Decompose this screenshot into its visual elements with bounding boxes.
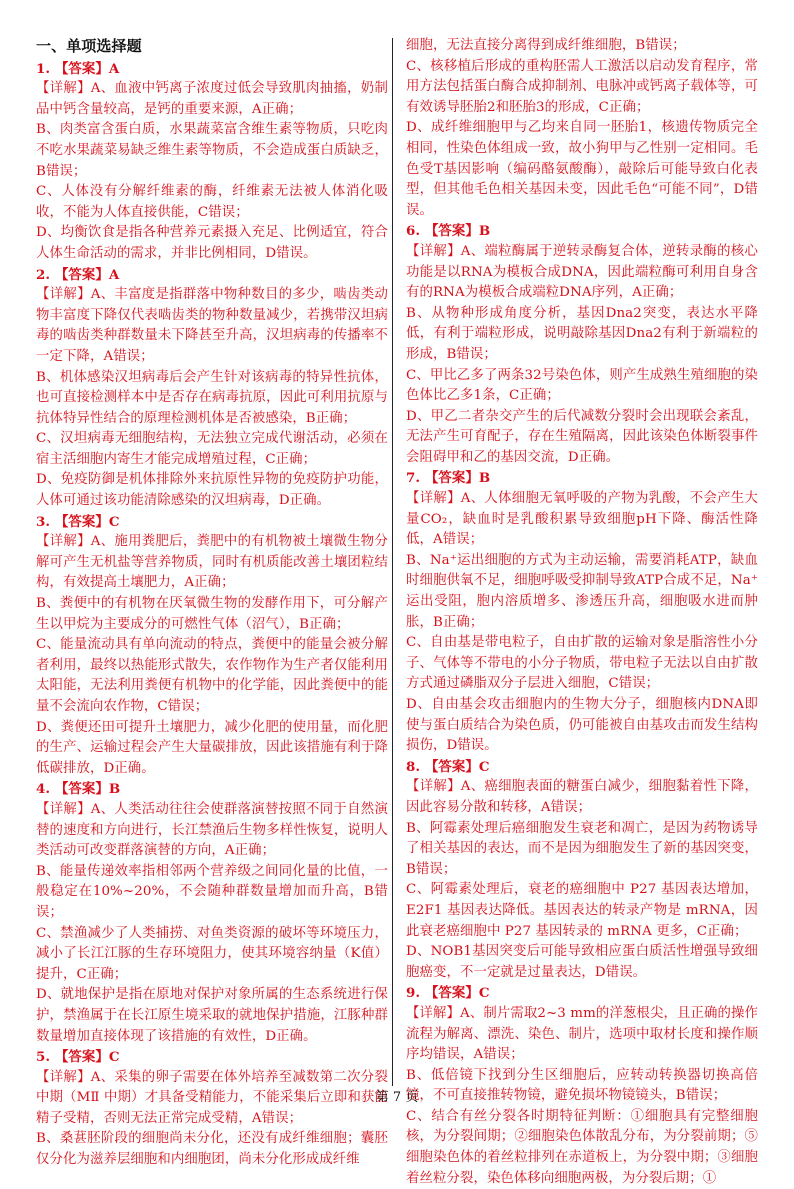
answer-heading: 3. 【答案】C	[36, 513, 120, 530]
explanation-paragraph: C、阿霉素处理后，衰老的癌细胞中 P27 基因表达增加，E2F1 基因表达降低。基因表达的转录产物是 mRNA，因此衰老癌细胞中 P27 基因转录的 mRNA 更多，C正确；	[406, 882, 758, 939]
answer-heading: 9. 【答案】C	[406, 985, 490, 1002]
explanation-paragraph: C、结合有丝分裂各时期特征判断：①细胞具有完整细胞核，为分裂间期；②细胞染色体散乱分布，为分裂前期；⑤细胞染色体的着丝粒排列在赤道板上，为分裂中期；③细胞着丝粒分裂，染色体移向细胞两极，为分裂后期；①	[406, 1108, 758, 1186]
answer-heading: 6. 【答案】B	[406, 223, 491, 240]
left-body	[36, 59, 388, 1171]
explanation-paragraph: C、汉坦病毒无细胞结构，无法独立完成代谢活动，必须在宿主活细胞内寄生才能完成增殖过程，C正确；	[36, 431, 388, 467]
explanation-paragraph: B、机体感染汉坦病毒后会产生针对该病毒的特异性抗体，也可直接检测样本中是否存在病毒抗原，因此可利用抗原与抗体特异性结合的原理检测机体是否被感染，B正确；	[36, 369, 388, 426]
answer-heading: 2. 【答案】A	[36, 266, 120, 283]
explanation-paragraph: 细胞，无法直接分离得到成纤维细胞，B错误；	[406, 38, 686, 53]
explanation-paragraph: B、桑葚胚阶段的细胞尚未分化，还没有成纤维细胞；囊胚仅分化为滋养层细胞和内细胞团，尚未分化形成成纤维	[36, 1131, 388, 1168]
explanation-paragraph: D、成纤维细胞甲与乙均来自同一胚胎1，核遗传物质完全相同，性染色体组成一致，故小狗甲与乙性别一定相同。毛色受T基因影响（编码酪氨酸酶），敲除后可能导致白化表型，但其他毛色相关基因未变，因此毛色“可能不同”，D错误。	[406, 120, 758, 218]
left-column	[36, 36, 388, 1171]
answer-heading: 8. 【答案】C	[406, 758, 490, 775]
explanation-paragraph: B、肉类富含蛋白质，水果蔬菜富含维生素等物质，只吃肉不吃水果蔬菜易缺乏维生素等物质，不会造成蛋白质缺乏，B错误；	[36, 122, 388, 179]
section-title: 一、单项选择题	[36, 37, 142, 55]
explanation-paragraph: 【详解】A、人类活动往往会使群落演替按照不同于自然演替的速度和方向进行，长江禁渔后生物多样性恢复，说明人类活动可改变群落演替的方向，A正确；	[36, 801, 388, 859]
explanation-paragraph: B、低倍镜下找到分生区细胞后，应转动转换器切换高倍镜，不可直接推转物镜，避免损坏物镜镜头，B错误；	[406, 1067, 758, 1104]
explanation-paragraph: B、Na⁺运出细胞的方式为主动运输，需要消耗ATP，缺血时细胞供氧不足，细胞呼吸受抑制导致ATP合成不足，Na⁺运出受阻，胞内溶质增多、渗透压升高，细胞吸水进而肿胀，B正确；	[406, 552, 758, 630]
explanation-paragraph: D、NOB1基因突变后可能导致相应蛋白质活性增强导致细胞癌变，不一定就是过量表达，D错误。	[406, 944, 758, 980]
explanation-paragraph: D、就地保护是指在原地对保护对象所属的生态系统进行保护，禁渔属于在长江原生境采取的就地保护措施，江豚种群数量增加直接体现了该措施的有效性，D正确。	[36, 987, 388, 1044]
explanation-paragraph: 【详解】A、癌细胞表面的糖蛋白减少，细胞黏着性下降，因此容易分散和转移，A错误；	[406, 779, 758, 815]
explanation-paragraph: 【详解】A、人体细胞无氧呼吸的产物为乳酸，不会产生大量CO₂，缺血时是乳酸积累导致细胞pH下降、酶活性降低，A错误；	[406, 491, 758, 548]
answer-heading: 5. 【答案】C	[36, 1049, 120, 1066]
right-column	[406, 36, 758, 1189]
explanation-paragraph: C、核移植后形成的重构胚需人工激活以启动发育程序，常用方法包括蛋白酶合成抑制剂、电脉冲或钙离子载体等，可有效诱导胚胎2和胚胎3的形成，C正确；	[406, 58, 758, 115]
page-number: 第 7 页	[375, 1090, 419, 1105]
explanation-paragraph: C、能量流动具有单向流动的特点，粪便中的能量会被分解者利用，最终以热能形式散失，农作物作为生产者仅能利用太阳能，无法利用粪便有机物中的化学能，因此粪便中的能量不会流向农作物，C错误；	[36, 637, 388, 714]
explanation-paragraph: B、能量传递效率指相邻两个营养级之间同化量的比值，一般稳定在10%~20%，不会随种群数量增加而升高，B错误；	[36, 863, 388, 920]
column-divider	[392, 38, 393, 1086]
explanation-paragraph: D、甲乙二者杂交产生的后代减数分裂时会出现联会紊乱，无法产生可育配子，存在生殖隔离，因此该染色体断裂事件会阻碍甲和乙的基因交流，D正确。	[406, 408, 758, 465]
explanation-paragraph: D、自由基会攻击细胞内的生物大分子，细胞核内DNA即使与蛋白质结合为染色质，仍可能被自由基攻击而发生结构损伤，D错误。	[406, 697, 758, 754]
explanation-paragraph: B、从物种形成角度分析，基因Dna2突变，表达水平降低，有利于端粒形成，说明敲除基因Dna2有利于新端粒的形成，B错误；	[406, 305, 758, 362]
explanation-paragraph: 【详解】A、施用粪肥后，粪肥中的有机物被土壤微生物分解可产生无机盐等营养物质，同时有机质能改善土壤团粒结构，有效提高土壤肥力，A正确；	[36, 534, 388, 591]
answer-heading: 1. 【答案】A	[36, 60, 120, 77]
explanation-paragraph: C、禁渔减少了人类捕捞、对鱼类资源的破坏等环境压力，减小了长江江豚的生存环境阻力，使其环境容纳量（K值）提升，C正确；	[36, 925, 388, 982]
explanation-paragraph: D、粪便还田可提升土壤肥力，减少化肥的使用量，而化肥的生产、运输过程会产生大量碳排放，因此该措施有利于降低碳排放，D正确。	[36, 719, 388, 776]
explanation-paragraph: 【详解】A、血液中钙离子浓度过低会导致肌肉抽搐，奶制品中钙含量较高，是钙的重要来源，A正确；	[36, 81, 388, 117]
right-body	[406, 36, 758, 1189]
explanation-paragraph: 【详解】A、端粒酶属于逆转录酶复合体，逆转录酶的核心功能是以RNA为模板合成DNA，因此端粒酶可利用自身含有的RNA为模板合成端粒DNA序列，A正确；	[406, 243, 758, 301]
explanation-paragraph: D、均衡饮食是指各种营养元素摄入充足、比例适宜，符合人体生命活动的需求，并非比例相同，D错误。	[36, 225, 388, 261]
explanation-paragraph: 【详解】A、丰富度是指群落中物种数目的多少，啮齿类动物丰富度下降仅代表啮齿类的物种数量减少，若携带汉坦病毒的啮齿类种群数量未下降甚至升高，汉坦病毒的传播率不一定下降，A错误；	[36, 287, 388, 364]
explanation-paragraph: C、甲比乙多了两条32号染色体，则产生成熟生殖细胞的染色体比乙多1条，C正确；	[406, 367, 758, 404]
explanation-paragraph: 【详解】A、采集的卵子需要在体外培养至减数第二次分裂中期（MⅡ 中期）才具备受精能力，不能采集后立即和获能精子受精，否则无法正常完成受精，A错误；	[36, 1069, 388, 1126]
explanation-paragraph: 【详解】A、制片需取2~3 mm的洋葱根尖，且正确的操作流程为解离、漂洗、染色、制片，选项中取材长度和操作顺序均错误，A错误；	[406, 1005, 758, 1063]
explanation-paragraph: B、粪便中的有机物在厌氧微生物的发酵作用下，可分解产生以甲烷为主要成分的可燃性气体（沼气），B正确；	[36, 596, 388, 632]
explanation-paragraph: C、人体没有分解纤维素的酶，纤维素无法被人体消化吸收，不能为人体直接供能，C错误；	[36, 184, 388, 220]
answer-heading: 7. 【答案】B	[406, 470, 491, 487]
explanation-paragraph: B、阿霉素处理后癌细胞发生衰老和凋亡，是因为药物诱导了相关基因的表达，而不是因为细胞发生了新的基因突变，B错误；	[406, 820, 758, 877]
explanation-paragraph: D、免疫防御是机体排除外来抗原性异物的免疫防护功能，人体可通过该功能清除感染的汉坦病毒，D正确。	[36, 472, 388, 509]
explanation-paragraph: C、自由基是带电粒子，自由扩散的运输对象是脂溶性小分子、气体等不带电的小分子物质，带电粒子无法以自由扩散方式通过磷脂双分子层进入细胞，C错误；	[406, 635, 758, 692]
answer-heading: 4. 【答案】B	[36, 781, 121, 798]
